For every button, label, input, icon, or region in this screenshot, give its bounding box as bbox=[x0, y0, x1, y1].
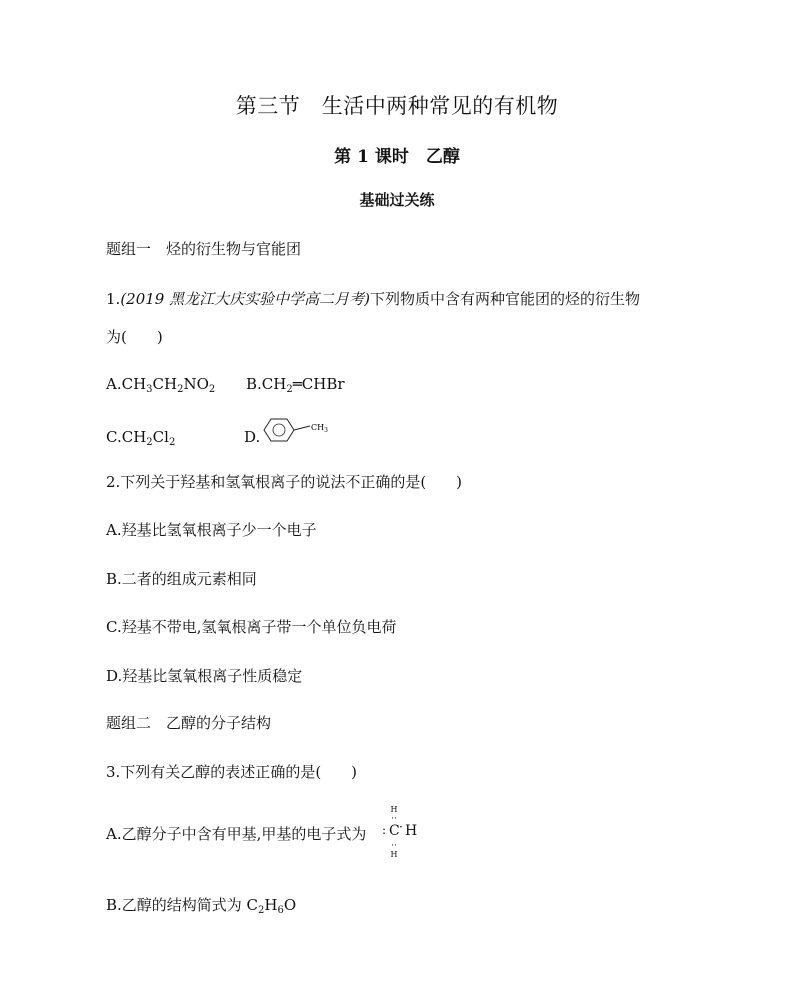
q1-option-c bbox=[106, 428, 175, 446]
q1-a-sub: 3 bbox=[146, 384, 153, 395]
q1-a-sub: 2 bbox=[177, 384, 184, 395]
toluene-structure bbox=[260, 414, 340, 444]
q1-stem bbox=[106, 288, 640, 309]
q2-option-d: D.羟基比氢氧根离子性质稳定 bbox=[106, 667, 303, 685]
q1-b-sub: 2 bbox=[286, 384, 293, 395]
electron-pair-top: ·· bbox=[391, 814, 397, 824]
q2-option-b: B.二者的组成元素相同 bbox=[106, 570, 257, 588]
lesson-title: 第 1 课时 乙醇 bbox=[334, 147, 460, 167]
methyl-bond bbox=[294, 426, 310, 430]
q1-number: 1. bbox=[106, 290, 121, 308]
carbon-symbol: C bbox=[389, 823, 400, 839]
group2-heading: 题组二 乙醇的分子结构 bbox=[106, 714, 272, 732]
h-right: H bbox=[405, 823, 418, 839]
electron-pair-right: · bbox=[399, 820, 403, 834]
methyl-electron-formula bbox=[382, 805, 418, 862]
q1-a-text: CH bbox=[152, 375, 178, 393]
benzene-ring bbox=[264, 419, 294, 441]
q3-option-a: A.乙醇分子中含有甲基,甲基的电子式为 bbox=[106, 825, 367, 843]
q1-c-text: Cl bbox=[152, 428, 169, 446]
q3-stem: 3.下列有关乙醇的表述正确的是( ) bbox=[106, 763, 358, 781]
q1-a-text: NO bbox=[183, 375, 209, 393]
q2-stem: 2.下列关于羟基和氢氧根离子的说法不正确的是( ) bbox=[106, 473, 463, 491]
page-title: 第三节 生活中两种常见的有机物 bbox=[235, 94, 559, 118]
q3-b-text: B.乙醇的结构简式为 C bbox=[106, 896, 259, 914]
q1-option-d: D. bbox=[244, 428, 261, 446]
q3-b-text: O bbox=[283, 896, 297, 914]
q1-stem-continued: 为( ) bbox=[106, 328, 163, 346]
q2-option-a: A.羟基比氢氧根离子少一个电子 bbox=[106, 521, 317, 539]
methyl-label: $CH_3$ bbox=[311, 423, 328, 434]
q3-b-text: H bbox=[264, 896, 278, 914]
section-heading: 基础过关练 bbox=[359, 191, 435, 209]
benzene-ring-circle bbox=[273, 424, 285, 436]
q2-option-c: C.羟基不带电,氢氧根离子带一个单位负电荷 bbox=[106, 618, 397, 636]
q1-stem-text: 下列物质中含有两种官能团的烃的衍生物 bbox=[369, 290, 640, 308]
q1-c-text: C.CH bbox=[106, 428, 147, 446]
electron-pair-bottom: ·· bbox=[391, 841, 397, 851]
q3-b-sub: 6 bbox=[277, 905, 284, 916]
electron-pair-left: : bbox=[382, 823, 387, 837]
h-bottom: H bbox=[390, 850, 398, 859]
q3-b-sub: 2 bbox=[258, 905, 265, 916]
q1-a-text: A.CH bbox=[106, 375, 147, 393]
q1-option-a bbox=[106, 375, 215, 393]
q1-b-text: ═CHBr bbox=[292, 375, 345, 393]
q1-c-sub: 2 bbox=[146, 437, 153, 448]
q1-a-sub: 2 bbox=[208, 384, 216, 395]
group1-heading: 题组一 烃的衍生物与官能团 bbox=[106, 240, 302, 258]
q1-c-sub: 2 bbox=[168, 437, 176, 448]
q1-b-text: B.CH bbox=[246, 375, 287, 393]
q3-option-b bbox=[106, 894, 296, 915]
q1-source: (2019 黑龙江大庆实验中学高二月考) bbox=[120, 290, 370, 308]
h-top: H bbox=[390, 805, 398, 814]
q1-option-b bbox=[246, 375, 345, 393]
